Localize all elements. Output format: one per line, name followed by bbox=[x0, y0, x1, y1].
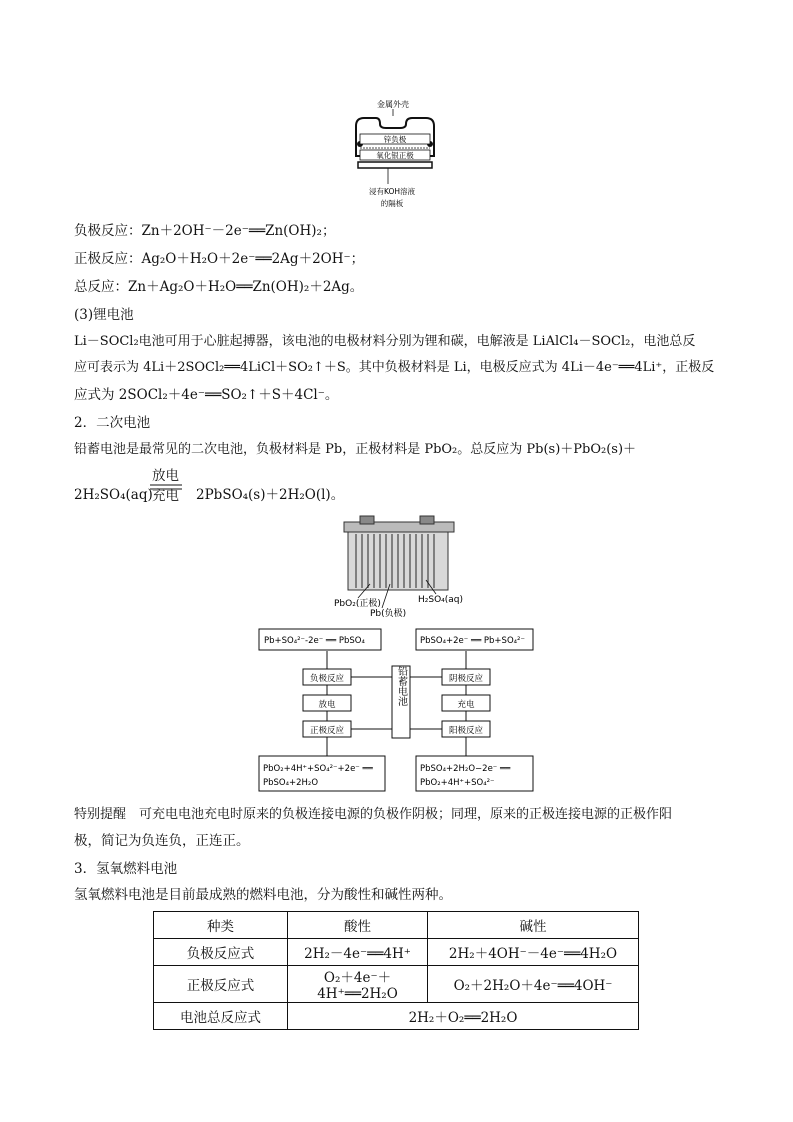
lead-total-right: 2PbSO₄(s)＋2H₂O(l)。 bbox=[196, 487, 345, 503]
eq-top-left: Pb+SO₄²⁻-2e⁻ ══ PbSO₄ bbox=[264, 636, 365, 646]
total-row-label: 电池总反应式 bbox=[154, 1003, 288, 1030]
total-reaction-line bbox=[74, 278, 363, 296]
anode-reaction-box: 阳极反应 bbox=[448, 726, 484, 736]
tip-line-1: 特别提醒 可充电电池充电时原来的负极连接电源的负极作阴极；同理，原来的正极连接电源的正极作阳 bbox=[74, 807, 673, 822]
charge-box: 充电 bbox=[457, 700, 475, 710]
lithium-para-3: 应式为 2SOCl₂＋4e⁻══SO₂↑＋S＋4Cl⁻。 bbox=[74, 387, 339, 403]
acidic-cell: O₂＋4e⁻＋4H⁺══2H₂O bbox=[288, 966, 428, 1003]
table-row bbox=[154, 1003, 639, 1030]
total-equation-cell: 2H₂＋O₂══2H₂O bbox=[288, 1003, 639, 1030]
discharge-box: 放电 bbox=[318, 700, 336, 710]
header-acidic: 酸性 bbox=[288, 912, 428, 939]
basic-cell: O₂＋2H₂O＋4e⁻══4OH⁻ bbox=[428, 966, 639, 1003]
header-basic: 碱性 bbox=[428, 912, 639, 939]
positive-equation: Ag₂O＋H₂O＋2e⁻══2Ag＋2OH⁻； bbox=[141, 251, 365, 267]
lead-acid-battery-illustration bbox=[330, 514, 470, 620]
outer-shell-label: 金属外壳 bbox=[377, 100, 409, 109]
total-label: 总反应： bbox=[74, 279, 128, 295]
separator-label: 浸有KOH溶液 bbox=[368, 187, 416, 196]
separator-label-2: 的隔板 bbox=[380, 199, 404, 208]
pbo2-label: PbO₂(正极) bbox=[334, 599, 381, 609]
lithium-heading: (3)锂电池 bbox=[74, 307, 134, 323]
negative-equation: Zn＋2OH⁻－2e⁻══Zn(OH)₂； bbox=[141, 223, 336, 239]
silver-zinc-battery-diagram bbox=[340, 96, 450, 214]
secondary-para-1: 铅蓄电池是最常见的二次电池，负极材料是 Pb，正极材料是 PbO₂。总反应为 Pb(s)＋PbO₂(s)＋ bbox=[74, 442, 637, 457]
discharge-tag: 放电 bbox=[152, 468, 179, 484]
acidic-cell: 2H₂－4e⁻══4H⁺ bbox=[288, 939, 428, 966]
eq-bottom-right-2: PbO₂+4H⁺+SO₄²⁻ bbox=[420, 778, 495, 788]
pb-label: Pb(负极) bbox=[370, 609, 407, 619]
secondary-heading: 2．二次电池 bbox=[74, 415, 151, 431]
fuel-cell-heading: 3．氢氧燃料电池 bbox=[74, 861, 178, 877]
lead-total-left: 2H₂SO₄(aq) bbox=[74, 487, 153, 503]
total-equation: Zn＋Ag₂O＋H₂O══Zn(OH)₂＋2Ag。 bbox=[128, 279, 364, 295]
cathode-reaction-box: 阴极反应 bbox=[448, 674, 484, 684]
basic-cell: 2H₂＋4OH⁻－4e⁻══4H₂O bbox=[428, 939, 639, 966]
zinc-negative-label: 锌负极 bbox=[383, 135, 407, 144]
table-row bbox=[154, 966, 639, 1003]
row-label: 负极反应式 bbox=[154, 939, 288, 966]
silver-oxide-positive-label: 氧化银正极 bbox=[376, 151, 414, 160]
positive-reaction-line bbox=[74, 250, 364, 268]
lithium-para-1: Li－SOCl₂电池可用于心脏起搏器，该电池的电极材料分别为锂和碳，电解液是 LiAlCl₄－SOCl₂，电池总反 bbox=[74, 334, 696, 349]
lithium-para-2: 应可表示为 4Li＋2SOCl₂══4LiCl＋SO₂↑＋S。其中负极材料是 Li，电极反应式为 4Li－4e⁻══4Li⁺，正极反 bbox=[74, 360, 715, 375]
charge-tag: 充电 bbox=[152, 488, 179, 504]
negative-reaction-line bbox=[74, 222, 335, 240]
table-header-row bbox=[154, 912, 639, 939]
fuel-cell-intro: 氢氧燃料电池是目前最成熟的燃料电池，分为酸性和碱性两种。 bbox=[74, 887, 452, 903]
table-row bbox=[154, 939, 639, 966]
negative-reaction-box: 负极反应 bbox=[309, 674, 345, 684]
eq-bottom-left-1: PbO₂+4H⁺+SO₄²⁻+2e⁻ ══ bbox=[263, 764, 373, 774]
row-label: 正极反应式 bbox=[154, 966, 288, 1003]
header-type: 种类 bbox=[154, 912, 288, 939]
h2so4-label: H₂SO₄(aq) bbox=[418, 595, 464, 605]
eq-bottom-right-1: PbSO₄+2H₂O−2e⁻ ══ bbox=[420, 764, 511, 774]
eq-top-right: PbSO₄+2e⁻ ══ Pb+SO₄²⁻ bbox=[420, 636, 525, 646]
eq-bottom-left-2: PbSO₄+2H₂O bbox=[263, 778, 319, 788]
positive-label: 正极反应： bbox=[74, 251, 142, 267]
tip-line-2: 极，简记为负连负，正连正。 bbox=[74, 833, 250, 849]
positive-reaction-box: 正极反应 bbox=[309, 726, 345, 736]
lead-acid-flow-diagram bbox=[256, 626, 536, 796]
fuel-cell-table bbox=[153, 911, 639, 1030]
negative-label: 负极反应： bbox=[74, 223, 142, 239]
lead-battery-center-label: 铅蓄电池 bbox=[395, 666, 407, 706]
